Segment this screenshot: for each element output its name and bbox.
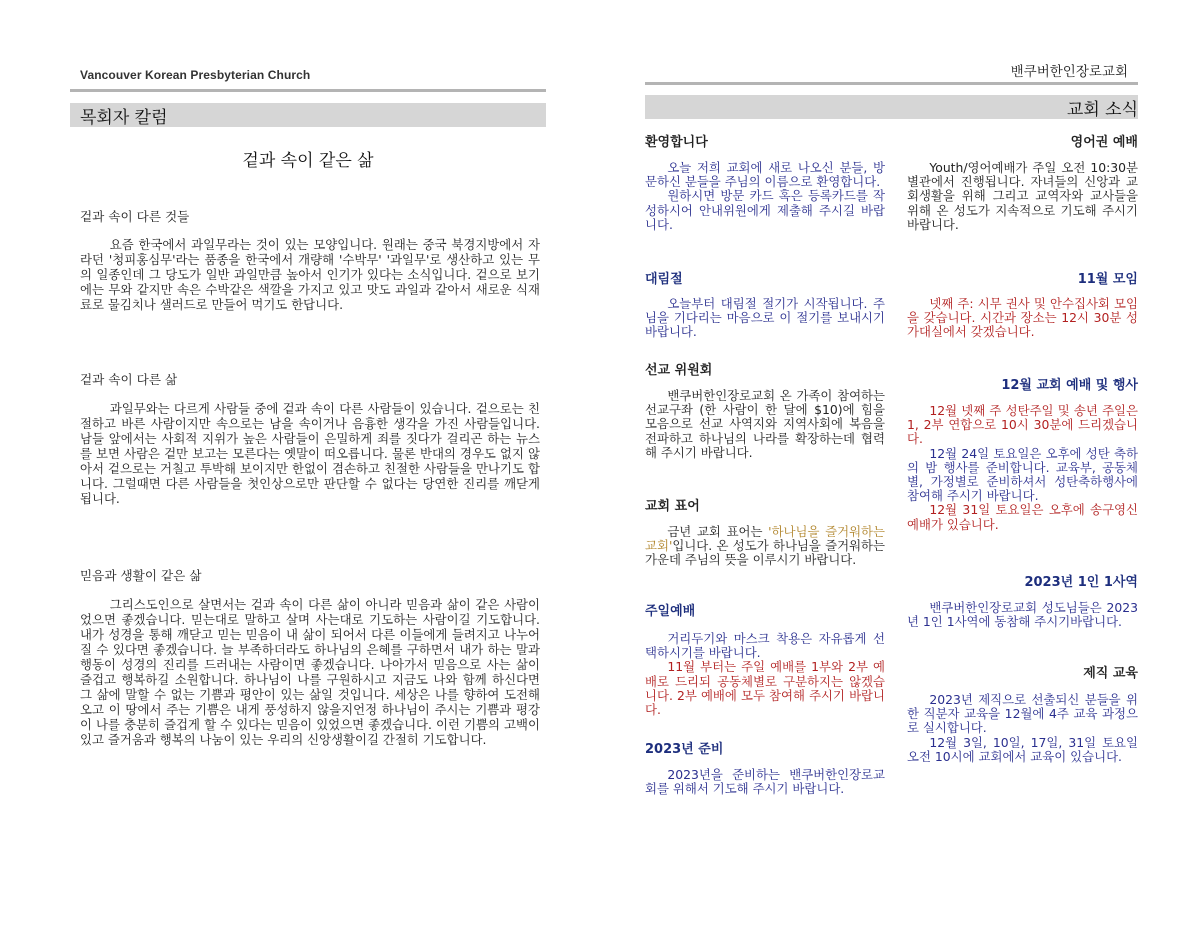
prep-2023-body: 2023년을 준비하는 밴쿠버한인장로교회를 위해서 기도해 주시기 바랍니다. — [645, 767, 885, 797]
heading-one-ministry: 2023년 1인 1사역 — [1024, 575, 1138, 590]
heading-sunday-worship: 주일예배 — [645, 604, 696, 619]
motto-highlight: '하나님을 즐거워하는 교회' — [645, 524, 885, 554]
header-rule-right — [645, 82, 1138, 85]
church-name-korean: 밴쿠버한인장로교회 — [1010, 64, 1128, 80]
heading-motto: 교회 표어 — [645, 499, 700, 514]
church-name-english: Vancouver Korean Presbyterian Church — [80, 68, 311, 82]
header-rule-left — [70, 89, 546, 92]
section-heading-3: 믿음과 생활이 같은 삶 — [80, 568, 202, 583]
column-title: 겉과 속이 같은 삶 — [242, 151, 374, 171]
december-events-body: 12월 넷째 주 성탄주일 및 송년 주일은 1, 2부 연합으로 10시 30분에 드리겠습니다. 12월 24일 토요일은 오후에 성탄 축하의 밤 행사를 준비합니다. 교육부, 공동체별, 가정별로 준비하셔서 성탄축하행사에 참여해 주시기 바랍니다. 12월 31일 토요일은 오후에 송구영신예배가 있습니다. — [907, 403, 1138, 532]
heading-english-worship: 영어권 예배 — [1070, 135, 1138, 150]
section-body-3: 그리스도인으로 살면서는 겉과 속이 다른 삶이 아니라 믿음과 삶이 같은 사람이었으면 좋겠습니다. 믿는대로 말하고 살며 사는대로 기도하는 사람이길 기도합니다. 내가 성경을 통해 깨닫고 믿는 믿음이 내 삶이 되어서 다른 이들에게 들려지고 나누어질 수 있다면 좋겠습니다. 늘 부족하더라도 하나님의 은혜를 구하면서 내가 하는 말과 행동이 성경의 진리를 드러내는 사람이면 좋겠습니다. 나아가서 믿음으로 사는 삶이 즐겁고 행복하길 소원합니다. 하나님이 나를 구원하시고 지금도 나와 함께 하신다면 그 삶에 말할 수 없는 기쁨과 평안이 있는 삶일 것입니다. 세상은 나를 향하여 도전해 오고 이 땅에서 주는 기쁨은 내게 풍성하지 않을지언정 하나님이 주시는 기쁨과 평강이 나를 충분히 즐겁게 할 수 있다는 믿음이 있었으면 좋겠습니다. 이런 기쁨의 고백이 있고 즐거움과 행복의 나눔이 있는 우리의 신앙생활이길 간절히 기도합니다. — [80, 597, 540, 747]
english-worship-body: Youth/영어예배가 주일 오전 10:30분 별관에서 진행됩니다. 자녀들의 신앙과 교회생활을 위해 그리고 교역자와 교사들을 위해 온 성도가 지속적으로 기도해 주시기 바랍니다. — [907, 160, 1138, 232]
heading-welcome: 환영합니다 — [645, 135, 708, 150]
advent-body: 오늘부터 대림절 절기가 시작됩니다. 주님을 기다리는 마음으로 이 절기를 보내시기 바랍니다. — [645, 296, 885, 340]
section-heading-1: 겉과 속이 다른 것들 — [80, 209, 190, 224]
november-meeting-body: 넷째 주: 시무 권사 및 안수집사회 모임을 갖습니다. 시간과 장소는 12시 30분 성가대실에서 갖겠습니다. — [907, 296, 1138, 340]
heading-november-meeting: 11월 모임 — [1077, 272, 1138, 287]
officer-training-body: 2023년 제직으로 선출되신 분들을 위한 직분자 교육을 12월에 4주 교육 과정으로 실시합니다. 12월 3일, 10일, 17일, 31일 토요일 오전 10시에 교회에서 교육이 있습니다. — [907, 692, 1138, 764]
news-title: 교회 소식 — [1066, 100, 1138, 120]
one-ministry-body: 밴쿠버한인장로교회 성도님들은 2023년 1인 1사역에 동참해 주시기바랍니다. — [907, 600, 1138, 630]
section-heading-2: 겉과 속이 다른 삶 — [80, 372, 178, 387]
sunday-worship-body: 거리두기와 마스크 착용은 자유롭게 선택하시기를 바랍니다. 11월 부터는 주일 예배를 1부와 2부 예배로 드리되 공동체별로 구분하지는 않겠습니다. 2부 예배에 모두 참여해 주시기 바랍니다. — [645, 631, 885, 718]
welcome-body: 오늘 저희 교회에 새로 나오신 분들, 방문하신 분들을 주님의 이름으로 환영합니다. 원하시면 방문 카드 혹은 등록카드를 작성하시어 안내위원에게 제출해 주시길 바랍니다. — [645, 160, 885, 232]
column-header: 목회자 칼럼 — [80, 108, 168, 128]
heading-advent: 대림절 — [645, 272, 683, 287]
heading-mission: 선교 위원회 — [645, 363, 713, 378]
motto-body: 금년 교회 표어는 '하나님을 즐거워하는 교회'입니다. 온 성도가 하나님을 즐거워하는 가운데 주님의 뜻을 이루시기 바랍니다. — [645, 524, 885, 568]
section-body-2: 과일무와는 다르게 사람들 중에 겉과 속이 다른 사람들이 있습니다. 겉으로는 친절하고 바른 사람이지만 속으로는 남을 속이거나 음흉한 생각을 가진 사람들입니다. 남들 앞에서는 사회적 지위가 높은 사람들이 은밀하게 죄를 짓다가 걸리곤 하는 뉴스를 보면 사람은 겉만 보고는 모른다는 옛말이 떠오릅니다. 물론 반대의 경우도 없지 않아서 겉으로는 거칠고 투박해 보이지만 한없이 겸손하고 친절한 사람들을 만나기도 합니다. 그럴때면 다른 사람들을 첫인상으로만 판단할 수 없다는 당연한 진리를 깨닫게 됩니다. — [80, 401, 540, 506]
heading-officer-training: 제직 교육 — [1083, 666, 1138, 681]
heading-2023-prep: 2023년 준비 — [645, 742, 724, 757]
news-header-band — [645, 95, 1138, 119]
section-body-1: 요즘 한국에서 과일무라는 것이 있는 모양입니다. 원래는 중국 북경지방에서 자라던 '청피홍심무'라는 품종을 한국에서 개량해 '수박무' '과일무'로 생산하고 있는 무의 일종인데 그 당도가 일반 과일만큼 높아서 인기가 있다는 소식입니다. 겉으로 보기에는 무와 같지만 속은 수박같은 색깔을 가지고 있고 맛도 과일과 같아서 새로운 식재료로 물김치나 샐러드로 만들어 먹기도 한답니다. — [80, 237, 540, 312]
mission-body: 밴쿠버한인장로교회 온 가족이 참여하는 선교구좌 (한 사람이 한 달에 $10)에 힘을 모음으로 선교 사역지와 지역사회에 복음을 전파하고 하나님의 나라를 확장하는데 협력해 주시기 바랍니다. — [645, 388, 885, 460]
heading-december-events: 12월 교회 예배 및 행사 — [1001, 378, 1138, 393]
